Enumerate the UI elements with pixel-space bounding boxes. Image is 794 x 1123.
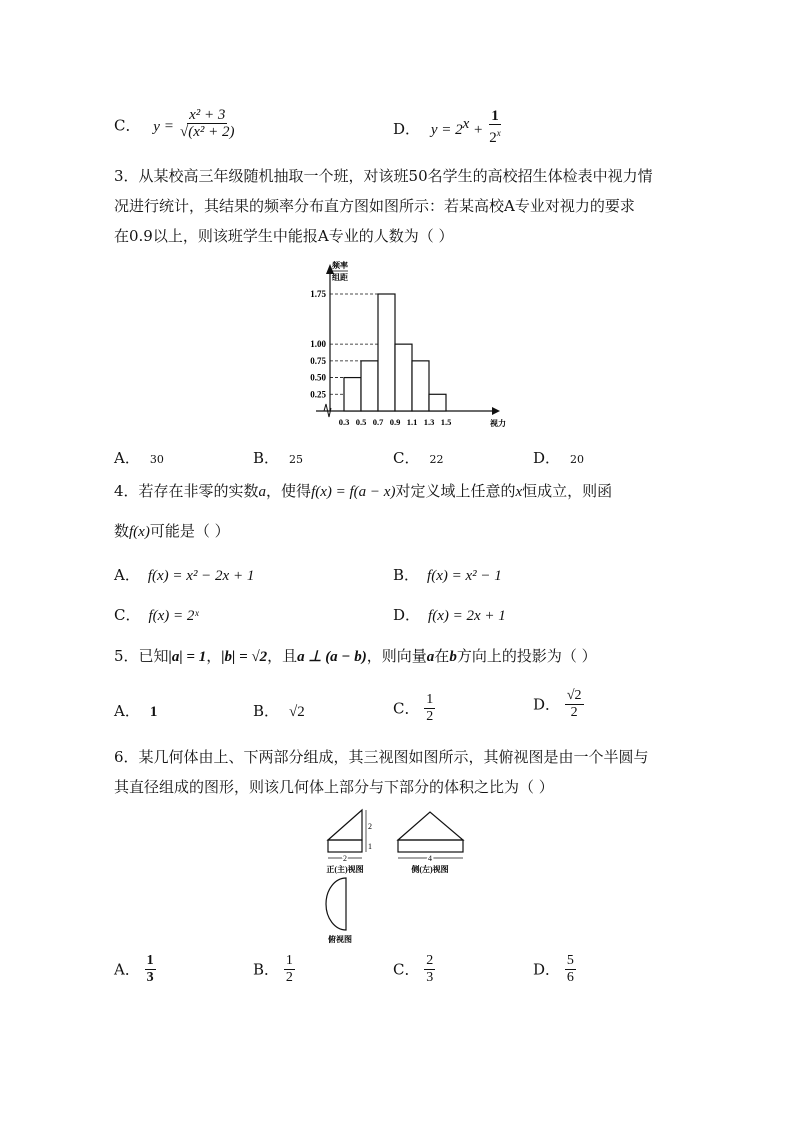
q6-option-d — [533, 953, 576, 986]
x-tick-label: 1.5 — [440, 417, 452, 427]
option-label: A． — [114, 702, 140, 720]
denominator-exp: x — [496, 128, 501, 138]
numerator: 1 — [491, 108, 499, 124]
side-view-caption: 侧(左)视图 — [411, 865, 449, 874]
q4-option-b — [393, 564, 502, 587]
q3-option-a — [114, 447, 164, 471]
histogram-bar — [429, 394, 446, 411]
dim-label-4: 4 — [428, 854, 432, 863]
side-rect — [398, 840, 463, 852]
x-tick-label: 0.3 — [338, 417, 350, 427]
q6-line2: 其直径组成的图形，则该几何体上部分与下部分的体积之比为（ ） — [114, 778, 554, 796]
denominator: 3 — [146, 970, 154, 985]
top-view-caption: 俯视图 — [328, 935, 352, 944]
option-value: f(x) = x² − 2x + 1 — [147, 568, 255, 584]
three-view-figure — [318, 804, 478, 944]
front-view — [326, 810, 372, 874]
q3-line3: 在0.9以上，则该班学生中能报A专业的人数为（ ） — [114, 227, 454, 245]
numerator: √2 — [566, 688, 582, 703]
option-label: D． — [533, 695, 561, 714]
dim-label-2b: 2 — [343, 854, 347, 863]
q3-option-c — [393, 447, 443, 471]
numerator: 2 — [426, 953, 434, 968]
q2-d-fraction — [487, 108, 503, 146]
option-label: A． — [114, 960, 140, 979]
expr-lhs: y = 2 — [430, 122, 463, 138]
option-label: D． — [393, 606, 421, 624]
q4-equation: f(x) = f(a − x) — [311, 484, 396, 500]
numerator: x² + 3 — [189, 107, 226, 123]
denominator-base: 2 — [489, 130, 497, 146]
q6-b-fraction — [284, 953, 295, 986]
equals: = — [164, 118, 174, 135]
dim-label-2: 2 — [368, 822, 372, 831]
q4-text: 数 — [114, 522, 130, 540]
q5-text: ，则向量 — [366, 647, 427, 665]
q4-option-a — [114, 564, 254, 587]
denominator: 3 — [426, 970, 434, 985]
denominator: √(x² + 2) — [179, 124, 235, 140]
histogram-bar — [344, 378, 361, 411]
exponent: x — [462, 116, 470, 132]
q5-text: 方向上的投影为（ ） — [456, 647, 597, 665]
x-tick-label: 0.5 — [355, 417, 367, 427]
y-tick-label: 1.00 — [310, 339, 326, 350]
q2-option-d — [393, 108, 503, 146]
q3-option-b — [253, 447, 303, 471]
q5-stem — [114, 645, 597, 668]
option-label: B． — [253, 702, 280, 720]
q3-option-d — [533, 447, 584, 471]
q5-option-a — [114, 700, 157, 723]
q2-c-fraction — [178, 107, 237, 140]
numerator: 1 — [285, 953, 293, 968]
q6-line1: 6．某几何体由上、下两部分组成，其三视图如图所示，其俯视图是由一个半圆与 — [114, 748, 649, 766]
q6-d-fraction — [565, 953, 576, 986]
option-value: 22 — [429, 453, 444, 466]
cond-norm-a: |a| = 1 — [168, 649, 207, 665]
option-value: 30 — [149, 453, 164, 466]
option-value: f(x) = 2ˣ — [148, 608, 199, 624]
numerator: 5 — [566, 953, 574, 968]
option-label: B． — [253, 960, 280, 979]
histogram-bar — [412, 361, 429, 411]
option-label: A． — [114, 449, 140, 467]
q5-text: ，且 — [267, 647, 298, 665]
q5-c-fraction — [424, 692, 435, 725]
q5-text: 在 — [434, 647, 450, 665]
x-axis-arrow — [492, 407, 500, 415]
option-label: C． — [393, 449, 420, 467]
vector-a: a — [426, 649, 435, 665]
plus: + — [474, 122, 483, 138]
option-value: 1 — [149, 704, 158, 720]
side-view — [398, 812, 463, 874]
dim-label-1: 1 — [368, 842, 372, 851]
q4-text: 4．若存在非零的实数 — [114, 482, 259, 500]
cond-perp: a ⊥ (a − b) — [297, 649, 367, 665]
side-triangle — [398, 812, 463, 840]
denominator: 2 — [570, 705, 578, 720]
q5-option-b — [253, 700, 305, 723]
q4-line2 — [114, 520, 230, 543]
var-y: y — [153, 118, 160, 135]
option-label: B． — [393, 566, 420, 584]
y-tick-label: 0.75 — [310, 355, 326, 366]
func-fx: f(x) — [129, 524, 150, 540]
front-view-caption: 正(主)视图 — [326, 865, 364, 874]
x-tick-label: 0.7 — [372, 417, 384, 427]
var-a: a — [258, 484, 267, 500]
q4-text: 恒成立，则函 — [522, 482, 613, 500]
option-label: D． — [533, 449, 561, 467]
denominator: 2 — [426, 709, 434, 724]
q4-option-d — [393, 604, 506, 627]
option-label: C． — [393, 960, 420, 979]
vector-b: b — [449, 649, 457, 665]
denominator: 6 — [566, 970, 574, 985]
q5-d-fraction — [565, 688, 584, 721]
option-value: 25 — [289, 453, 304, 466]
x-tick-label: 0.9 — [389, 417, 401, 427]
q2-option-c — [114, 107, 236, 140]
option-value: f(x) = 2x + 1 — [428, 608, 506, 624]
front-rect — [328, 840, 362, 852]
x-tick-label: 1.3 — [423, 417, 435, 427]
option-value: f(x) = x² − 1 — [427, 568, 502, 584]
option-value: √2 — [289, 704, 305, 720]
q6-option-c — [393, 953, 435, 986]
cond-norm-b: |b| = √2 — [221, 649, 268, 665]
option-label: C． — [393, 699, 420, 718]
option-label: D． — [393, 120, 421, 138]
q6-c-fraction — [424, 953, 435, 986]
q4-option-c — [114, 604, 199, 627]
top-view — [326, 878, 352, 944]
option-label: A． — [114, 566, 140, 584]
q5-text: ， — [206, 647, 222, 665]
y-tick-label: 0.50 — [310, 372, 326, 383]
y-tick-label: 1.75 — [310, 289, 326, 299]
y-axis-label: 频率组距 — [332, 261, 348, 282]
denominator: 2 — [285, 970, 293, 985]
q5-option-c — [393, 692, 435, 725]
numerator: 1 — [146, 953, 154, 968]
q6-option-a — [114, 953, 156, 986]
q5-option-d — [533, 688, 584, 721]
option-label: D． — [533, 960, 561, 979]
x-axis-label: 视力 — [490, 419, 506, 428]
x-tick-label: 1.1 — [406, 417, 418, 427]
q4-text: ，使得 — [266, 482, 312, 500]
option-label: B． — [253, 449, 280, 467]
histogram-bar — [378, 294, 395, 411]
q4-text: 可能是（ ） — [149, 522, 230, 540]
y-tick-label: 0.25 — [310, 389, 326, 400]
histogram-bar — [395, 344, 412, 411]
q5-text: 5．已知 — [114, 647, 169, 665]
top-semicircle — [326, 878, 346, 930]
option-label: C． — [114, 606, 141, 624]
q4-text: 对定义域上任意的 — [395, 482, 516, 500]
q3-line1: 3．从某校高三年级随机抽取一个班，对该班50名学生的高校招生体检表中视力情 — [114, 167, 653, 185]
q6-option-b — [253, 953, 295, 986]
q3-line2: 况进行统计，其结果的频率分布直方图如图所示：若某高校A专业对视力的要求 — [114, 197, 635, 215]
q4-line1 — [114, 480, 612, 503]
var-x: x — [515, 484, 523, 500]
histogram-bar — [361, 361, 378, 411]
vision-histogram — [290, 258, 510, 430]
q6-a-fraction — [145, 953, 156, 986]
option-value: 20 — [570, 453, 585, 466]
option-label: C． — [114, 116, 141, 135]
numerator: 1 — [426, 692, 434, 707]
front-triangle — [328, 810, 362, 840]
